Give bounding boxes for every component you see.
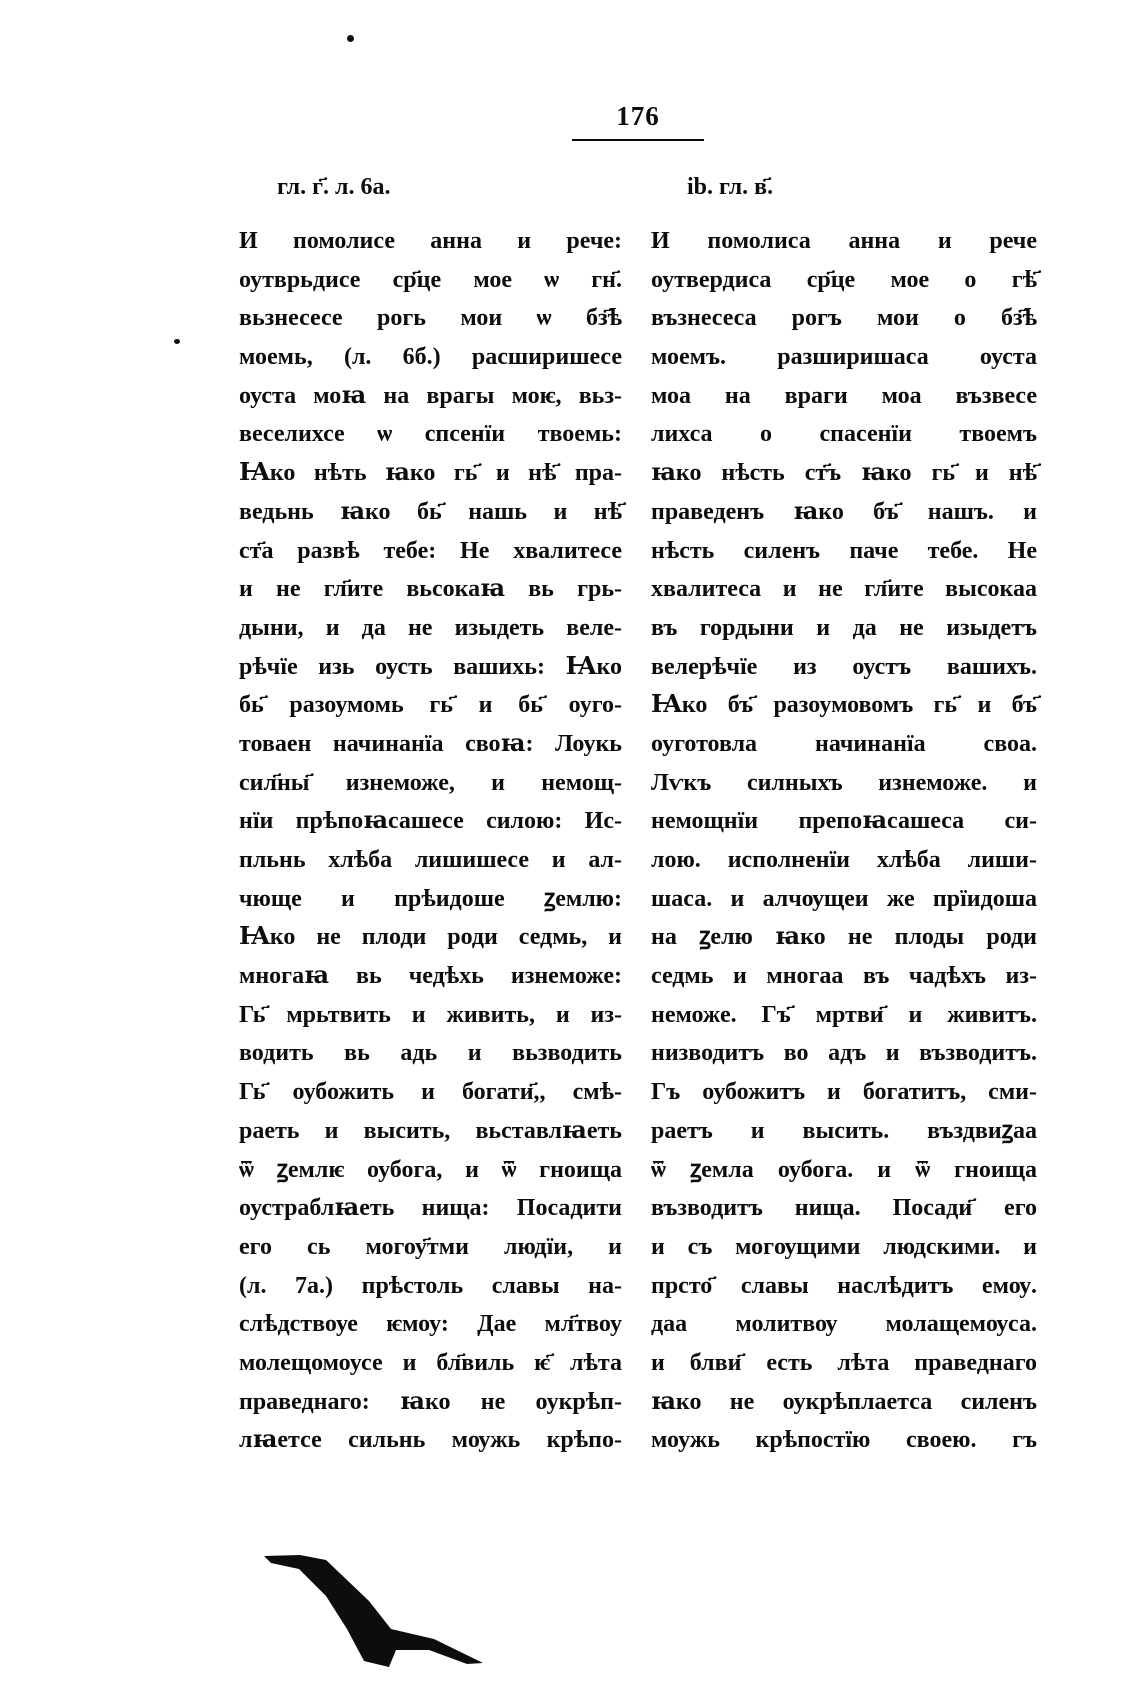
text-line: ст҃а развѣ тебе: Не хвалитесе [239,537,622,564]
text-line: прсто҃ славы наслѣдитъ емѹ. [651,1272,1037,1299]
text-line: низводитъ во адъ и възводитъ. [651,1040,1037,1067]
text-line: слѣдствоуе ѥмоу: Дае мл҃твоу [239,1311,622,1338]
text-line: ѿ ꙁемла оубога. и ѿ гноища [651,1156,1037,1183]
text-line: шаса. и алчѹщеи же прїидоша [651,885,1037,912]
text-line: пльнь хлѣба лишишесе и ал- [239,847,622,873]
text-line: лихса о спасенїи твоемъ [651,421,1037,448]
text-line: моа на враги моа възвесе [651,382,1037,409]
text-line: моемь, (л. 6б.) расширишесе [239,344,622,371]
text-line: седмь и многаа въ чадѣхъ из- [651,963,1037,990]
text-line: водить вь адь и вьзводить [239,1040,622,1067]
text-line: и не гл҃ите вьсокаꙗ вь грь- [239,576,622,603]
text-line: чюще и прѣидоше ꙁемлю: [239,885,622,912]
text-line: ѿ ꙁемлѥ оубога, и ѿ гноища [239,1156,622,1183]
text-line: хвалитеса и не гл҃ите высокаа [651,576,1037,603]
text-line: ꙗко не оукрѣплаетса силенъ [651,1388,1037,1415]
text-line: моемъ. разширишаса оуста [651,344,1037,371]
text-line: нѣсть силенъ паче тебе. Не [651,537,1037,564]
text-line: възнесеса рогъ мои о бз҃ѣ [651,305,1037,332]
text-line: оуготовла начинанїа своа. [651,730,1037,757]
text-line: оутврьдисе ср҃це мое ѡ гн҃. [239,266,622,293]
text-line: Лѵкъ силныхъ изнеможе. и [651,769,1037,796]
text-line: молещомоусе и бл҃виль ѥ҃ лѣта [239,1349,622,1376]
right-text-column [651,222,1037,1460]
left-text-column [239,222,622,1460]
text-line: И помолисе анна и рече: [239,228,622,254]
text-line: оуста моꙗ на врагы моѥ, вьз- [239,382,622,409]
text-line: многаꙗ вь чедѣхь изнеможе: [239,963,622,990]
text-line: праведенъ ꙗко бъ҃ нашъ. и [651,498,1037,525]
text-line: въ гордыни и да не изыдетъ [651,614,1037,641]
text-line: (л. 7а.) прѣстоль славы на- [239,1272,622,1299]
right-column-header: ib. гл. в҃. [687,174,774,200]
text-line: товаен начинанїа своꙗ: Лоукь [239,730,622,757]
text-line: лꙗетсе сильнь мѹжь крѣпо- [239,1427,622,1454]
left-column-header: гл. г҃. л. 6а. [277,174,391,200]
text-line: ꙗко нѣсть ст҃ъ ꙗко гь҃ и нѣ҃ [651,460,1037,487]
text-line: нїи прѣпоꙗсашесе силою: Ис- [239,808,622,835]
ink-speck-left [174,339,180,344]
text-line: его сь могоу҃тми людїи, и [239,1233,622,1260]
text-line: праведнаго: ꙗко не оукрѣп- [239,1388,622,1415]
text-line: рѣчїе изь оусть вашихь: Ꙗко [239,653,622,680]
text-line: раеть и высить, вьставлꙗеть [239,1117,622,1144]
text-line: сил҃ны҃ изнеможе, и немощ- [239,769,622,796]
text-line: Гь҃ мрьтвить и живить, и из- [239,1001,622,1028]
text-line: и блви҃ есть лѣта праведнаго [651,1349,1037,1376]
text-line: оустраблꙗеть нища: Посадити [239,1195,622,1222]
text-line: вьзнесесе рогь мои ѡ бз҃ѣ [239,305,622,332]
text-line: възводитъ нища. Посади҃ его [651,1195,1037,1222]
page-number: 176 [616,101,660,131]
text-line: велерѣчїе из оустъ вашихъ. [651,653,1037,680]
text-line: Гь҃ оубожить и богати҃,, смѣ- [239,1079,622,1106]
text-line: ведьнь ꙗко бь҃ нашь и нѣ҃ [239,498,622,525]
text-line: лою. исполненїи хлѣба лиши- [651,847,1037,873]
text-line: дыни, и да не изыдеть веле- [239,614,622,641]
text-line: Ꙗко нѣть ꙗко гь҃ и нѣ҃ пра- [239,460,622,487]
text-line: бь҃ разоумомь гь҃ и бь҃ оуго- [239,692,622,719]
text-line: Ꙗко не плоди роди седмь, и [239,924,622,951]
text-line: И помолиса анна и рече [651,228,1037,254]
text-line: даа молитвѹ молащемѹса. [651,1311,1037,1338]
text-line: на ꙁелю ꙗко не плоды роди [651,924,1037,951]
text-line: раетъ и высить. въздвиꙁаа [651,1117,1037,1144]
text-line: и съ могѹщими людскими. и [651,1233,1037,1260]
text-line: оутвердиса ср҃це мое о гѣ҃ [651,266,1037,293]
text-line: веселихсе ѡ спсенїи твоемь: [239,421,622,448]
text-line: немощнїи препоꙗсашеса си- [651,808,1037,835]
ink-speck-top [347,35,354,42]
text-line: неможе. Гъ҃ мртви҃ и живитъ. [651,1001,1037,1028]
text-line: моужь крѣпостїю своею. гъ [651,1427,1037,1454]
page-number-rule [572,139,704,141]
text-line: Ꙗко бъ҃ разоумовомъ гь҃ и бъ҃ [651,692,1037,719]
text-line: Гъ оубожитъ и богатитъ, сми- [651,1079,1037,1106]
